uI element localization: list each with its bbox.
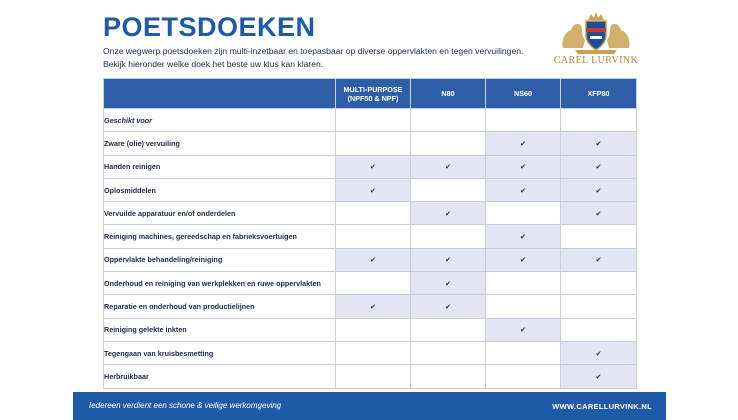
empty-cell: [411, 318, 486, 341]
table-row: [104, 132, 637, 155]
row-label: Onderhoud en reiniging van werkplekken en ruwe oppervlakten: [104, 272, 336, 295]
check-icon: ✔: [411, 155, 486, 178]
check-icon: ✔: [336, 295, 411, 318]
row-label: Reiniging gelekte inkten: [104, 318, 336, 341]
empty-cell: [561, 272, 637, 295]
empty-cell: [411, 225, 486, 248]
sublabel-cell: [486, 109, 561, 132]
check-icon: ✔: [486, 225, 561, 248]
table-row: [104, 295, 637, 318]
header-ns60: NS60: [486, 79, 561, 109]
check-icon: ✔: [561, 132, 637, 155]
empty-cell: [486, 341, 561, 364]
check-icon: ✔: [486, 178, 561, 201]
table-row: [104, 365, 637, 388]
check-icon: ✔: [336, 155, 411, 178]
footer-bar: [73, 392, 666, 420]
table-row: [104, 341, 637, 364]
check-icon: ✔: [561, 341, 637, 364]
header-empty: [104, 79, 336, 109]
empty-cell: [336, 341, 411, 364]
sublabel: Geschikt voor: [104, 109, 336, 132]
empty-cell: [336, 225, 411, 248]
check-icon: ✔: [336, 178, 411, 201]
empty-cell: [486, 295, 561, 318]
company-logo: [552, 10, 640, 74]
table-header-row: [104, 79, 637, 109]
empty-cell: [411, 341, 486, 364]
sublabel-cell: [411, 109, 486, 132]
empty-cell: [336, 318, 411, 341]
footer-slogan: Iedereen verdient een schone & veilige werkomgeving: [89, 401, 282, 410]
row-label: Vervuilde apparatuur en/of onderdelen: [104, 202, 336, 225]
check-icon: ✔: [411, 295, 486, 318]
intro-text: [103, 45, 543, 71]
intro-line-1: Onze wegwerp poetsdoeken zijn multi-inzetbaar en toepasbaar op diverse oppervlakten en tegen vervuilingen.: [103, 46, 524, 56]
table-row: [104, 155, 637, 178]
check-icon: ✔: [561, 365, 637, 388]
empty-cell: [411, 365, 486, 388]
check-icon: ✔: [486, 318, 561, 341]
table-row: [104, 225, 637, 248]
sublabel-cell: [561, 109, 637, 132]
empty-cell: [411, 178, 486, 201]
empty-cell: [336, 202, 411, 225]
check-icon: ✔: [486, 132, 561, 155]
comparison-table: [103, 78, 637, 389]
check-icon: ✔: [336, 248, 411, 271]
row-label: Zware (olie) vervuiling: [104, 132, 336, 155]
check-icon: ✔: [486, 248, 561, 271]
row-label: Handen reinigen: [104, 155, 336, 178]
table-row: [104, 248, 637, 271]
empty-cell: [336, 365, 411, 388]
sublabel-cell: [336, 109, 411, 132]
logo-text: CAREL LURVINK: [553, 55, 639, 66]
check-icon: ✔: [411, 202, 486, 225]
empty-cell: [486, 202, 561, 225]
row-label: Herbruikbaar: [104, 365, 336, 388]
page-title: POETSDOEKEN: [103, 12, 316, 42]
row-label: Tegengaan van kruisbesmetting: [104, 341, 336, 364]
row-label: Reparatie en onderhoud van productielijnen: [104, 295, 336, 318]
row-label: Oppervlakte behandeling/reiniging: [104, 248, 336, 271]
sublabel-row: [104, 109, 637, 132]
empty-cell: [336, 132, 411, 155]
check-icon: ✔: [411, 272, 486, 295]
check-icon: ✔: [411, 248, 486, 271]
header-xfp80: XFP80: [561, 79, 637, 109]
check-icon: ✔: [561, 178, 637, 201]
empty-cell: [411, 132, 486, 155]
row-label: Reiniging machines, gereedschap en fabrieksvoertuigen: [104, 225, 336, 248]
empty-cell: [561, 318, 637, 341]
empty-cell: [486, 272, 561, 295]
table-row: [104, 202, 637, 225]
header-n80: N80: [411, 79, 486, 109]
footer-url[interactable]: WWW.CARELLURVINK.NL: [552, 402, 652, 411]
intro-line-2: Bekijk hieronder welke doek het beste uw klus kan klaren.: [103, 59, 324, 69]
check-icon: ✔: [486, 155, 561, 178]
check-icon: ✔: [561, 202, 637, 225]
check-icon: ✔: [561, 155, 637, 178]
empty-cell: [561, 225, 637, 248]
crest-icon: [557, 10, 635, 54]
table-row: [104, 178, 637, 201]
row-label: Oplosmiddelen: [104, 178, 336, 201]
check-icon: ✔: [561, 248, 637, 271]
table-row: [104, 318, 637, 341]
table-row: [104, 272, 637, 295]
header-multi-purpose: MULTI-PURPOSE (NPF50 & NPF): [336, 79, 411, 109]
empty-cell: [486, 365, 561, 388]
empty-cell: [336, 272, 411, 295]
empty-cell: [561, 295, 637, 318]
